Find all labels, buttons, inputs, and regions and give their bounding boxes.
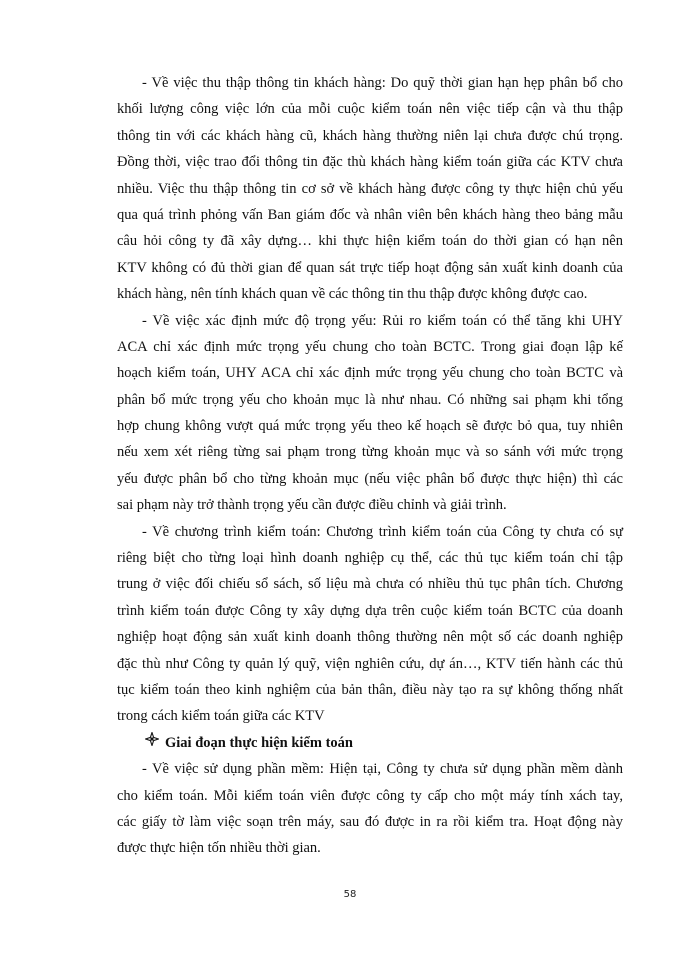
text-line: - Về việc xác định mức độ trọng yếu: Rủi ro kiểm toán có thể tăng khi UHY bbox=[142, 312, 623, 329]
text-line: tục kiểm toán theo kinh nghiệm của bản thân, điều này tạo ra sự không thống nhất bbox=[117, 681, 623, 698]
text-line: - Về chương trình kiểm toán: Chương trình kiểm toán của Công ty chưa có sự bbox=[142, 523, 623, 540]
text-line: đặc thù như Công ty quản lý quỹ, viện nghiên cứu, dự án…, KTV tiến hành các thủ bbox=[117, 655, 623, 672]
text-line: khối lượng công việc lớn của mỗi cuộc kiểm toán nên việc tiếp cận và thu thập bbox=[117, 101, 623, 118]
text-line: KTV không có đủ thời gian để quan sát trực tiếp hoạt động sản xuất kinh doanh của bbox=[117, 259, 623, 276]
text-line: Đồng thời, việc trao đổi thông tin đặc thù khách hàng kiểm toán giữa các KTV chưa bbox=[117, 154, 623, 171]
text-line: trung ở việc đối chiếu sổ sách, số liệu mà chưa có nhiều thủ tục phân tích. Chương bbox=[117, 576, 623, 593]
text-line: khách hàng, nên tính khách quan về các thông tin thu thập được không được cao. bbox=[117, 286, 588, 303]
paragraph-chuong-trinh-kiem-toan bbox=[117, 519, 623, 730]
diamond-bullet-icon bbox=[145, 730, 159, 756]
text-line: các giấy tờ làm việc soạn trên máy, sau đó được in ra rồi kiểm tra. Hoạt động này bbox=[117, 813, 623, 830]
paragraph-thu-thap-thong-tin bbox=[117, 70, 623, 308]
page-body bbox=[117, 70, 623, 862]
section-heading-text: Giai đoạn thực hiện kiểm toán bbox=[165, 734, 353, 751]
text-line: được thực hiện tốn nhiều thời gian. bbox=[117, 840, 321, 857]
text-line: ACA chỉ xác định mức trọng yếu chung cho toàn BCTC. Trong giai đoạn lập kế bbox=[117, 338, 623, 355]
text-line: hợp chung không vượt quá mức trọng yếu theo kế hoạch sẽ được bỏ qua, tuy nhiên bbox=[117, 418, 623, 435]
text-line: cho kiểm toán. Mỗi kiểm toán viên được công ty cấp cho một máy tính xách tay, bbox=[117, 787, 623, 804]
text-line: trình kiểm toán được Công ty xây dựng dựa trên cuộc kiểm toán BCTC của doanh bbox=[117, 602, 623, 619]
text-line: câu hỏi công ty đã xây dựng… khi thực hiện kiểm toán do thời gian có hạn nên bbox=[117, 233, 623, 250]
text-line: sai phạm này trở thành trọng yếu cần được điều chỉnh và giải trình. bbox=[117, 497, 507, 514]
text-line: nghiệp hoạt động sản xuất kinh doanh thông thường nên một số các doanh nghiệp bbox=[117, 629, 623, 646]
text-line: nếu xem xét riêng từng sai phạm trong từng khoản mục và so sánh với mức trọng bbox=[117, 444, 623, 461]
section-heading bbox=[117, 730, 623, 756]
text-line: riêng biệt cho từng loại hình doanh nghiệp cụ thể, các thủ tục kiểm toán chỉ tập bbox=[117, 550, 623, 567]
text-line: nhiều. Việc thu thập thông tin cơ sở về khách hàng được công ty thực hiện chủ yếu bbox=[117, 180, 623, 197]
text-line: hoạch kiểm toán, UHY ACA chỉ xác định mức trọng yếu chung cho toàn BCTC và bbox=[117, 365, 623, 382]
text-line: qua quá trình phỏng vấn Ban giám đốc và nhân viên bên khách hàng theo bảng mẫu bbox=[117, 206, 623, 223]
paragraph-phan-mem bbox=[117, 756, 623, 862]
text-line: - Về việc sử dụng phần mềm: Hiện tại, Công ty chưa sử dụng phần mềm dành bbox=[142, 761, 623, 778]
text-line: phân bổ mức trọng yếu cho khoản mục là như nhau. Có những sai phạm khi tổng bbox=[117, 391, 623, 408]
text-line: - Về việc thu thập thông tin khách hàng: Do quỹ thời gian hạn hẹp phân bổ cho bbox=[142, 75, 623, 91]
text-line: yếu được phân bổ cho từng khoản mục (nếu việc phân bổ được thực hiện) thì các bbox=[117, 470, 623, 487]
page-number: 58 bbox=[343, 889, 357, 900]
paragraph-muc-do-trong-yeu bbox=[117, 308, 623, 519]
text-line: trong cách kiểm toán giữa các KTV bbox=[117, 708, 325, 725]
text-line: thông tin với các khách hàng cũ, khách hàng thường niên lại chưa được chú trọng. bbox=[117, 127, 623, 144]
